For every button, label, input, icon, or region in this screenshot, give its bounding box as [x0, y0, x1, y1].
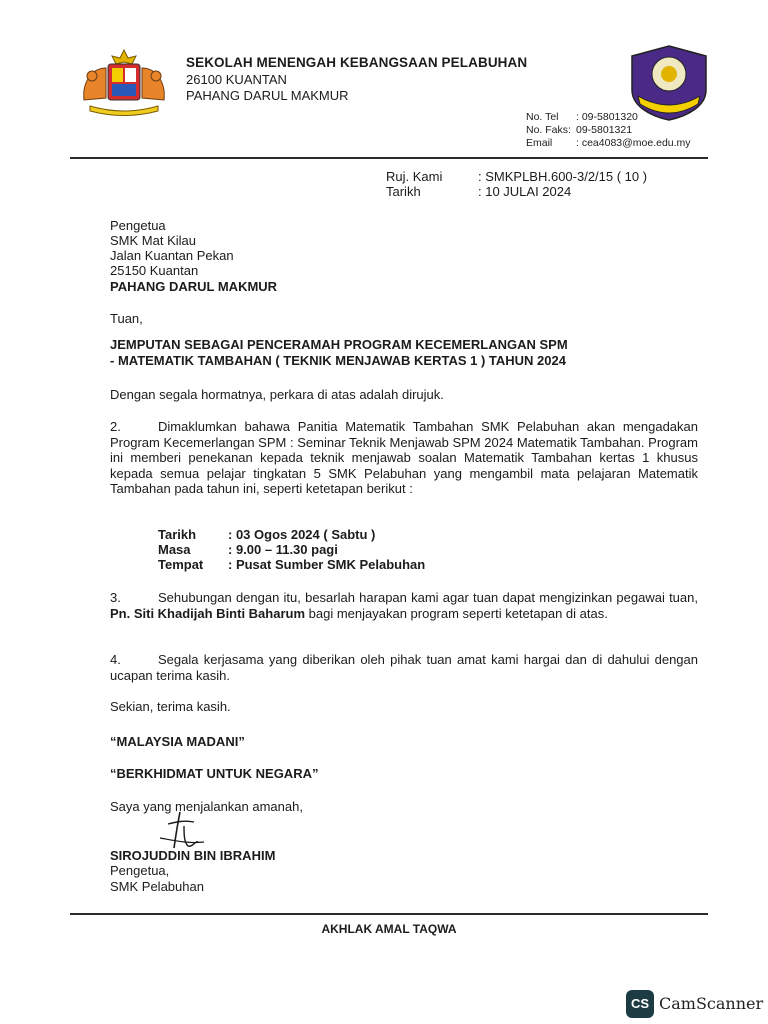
school-postcode-city: 26100 KUANTAN [186, 72, 287, 87]
paragraph-4 [110, 652, 698, 683]
invited-speaker-name: Pn. Siti Khadijah Binti Baharum [110, 605, 306, 621]
email-value: : cea4083@moe.edu.my [576, 137, 691, 149]
opening-sentence: Dengan segala hormatnya, perkara di atas adalah dirujuk. [110, 387, 444, 402]
event-venue [158, 557, 425, 572]
coat-of-arms-logo [76, 46, 172, 118]
reference-date [386, 184, 571, 199]
camscanner-logo-icon: CS [626, 990, 654, 1018]
event-date-label: Tarikh [158, 527, 197, 542]
contact-fax [526, 124, 632, 136]
tarikh-value: : 10 JULAI 2024 [478, 184, 572, 199]
event-date-value: : 03 Ogos 2024 ( Sabtu ) [228, 527, 376, 542]
event-venue-value: : Pusat Sumber SMK Pelabuhan [228, 557, 426, 572]
subject-line-1: JEMPUTAN SEBAGAI PENCERAMAH PROGRAM KECEMERLANGAN SPM [110, 337, 568, 352]
reference-number [386, 169, 647, 184]
recipient-line-3: Jalan Kuantan Pekan [110, 248, 234, 263]
school-name: SEKOLAH MENENGAH KEBANGSAAN PELABUHAN [186, 55, 528, 70]
recipient-line-2: SMK Mat Kilau [110, 233, 196, 248]
recipient-line-1: Pengetua [110, 218, 166, 233]
tarikh-label: Tarikh [386, 184, 421, 199]
ruj-value: : SMKPLBH.600-3/2/15 ( 10 ) [478, 169, 648, 184]
school-state: PAHANG DARUL MAKMUR [186, 88, 349, 103]
slogan-berkhidmat: “BERKHIDMAT UNTUK NEGARA” [110, 766, 319, 781]
paragraph-2 [110, 419, 698, 497]
header-divider [70, 157, 708, 159]
sign-off-line: Saya yang menjalankan amanah, [110, 799, 303, 814]
camscanner-watermark: CamScanner [659, 994, 764, 1013]
tel-label: No. Tel [526, 111, 559, 123]
subject-line-2: - MATEMATIK TAMBAHAN ( TEKNIK MENJAWAB KERTAS 1 ) TAHUN 2024 [110, 353, 566, 368]
paragraph-3-text-after: bagi menjayakan program seperti ketetapan di atas. [305, 605, 608, 621]
signatory-school: SMK Pelabuhan [110, 879, 204, 894]
salutation: Tuan, [110, 311, 143, 326]
paragraph-3-text-before: Sehubungan dengan itu, besarlah harapan kami agar tuan dapat mengizinkan pegawai tuan, [158, 590, 698, 605]
footer-motto: AKHLAK AMAL TAQWA [321, 922, 457, 936]
paragraph-2-text: Dimaklumkan bahawa Panitia Matematik Tambahan SMK Pelabuhan akan mengadakan Program Kecemerlangan SPM : Seminar Teknik Menjawab SPM 2024 Matematik Tambahan. Program ini memberi penekanan kepada teknik menjawab soalan Matematik Tambahan kertas 1 khusus kepada semua pelajar tingkatan 5 SMK Pelabuhan yang mengambil mata pelajaran Matematik Tambahan pada tahun ini, seperti ketetapan berikut : [110, 419, 698, 496]
paragraph-4-text: Segala kerjasama yang diberikan oleh pihak tuan amat kami hargai dan di dahului dengan ucapan terima kasih. [110, 652, 698, 683]
slogan-malaysia-madani: “MALAYSIA MADANI” [110, 734, 245, 749]
ruj-label: Ruj. Kami [386, 169, 443, 184]
paragraph-2-number: 2. [110, 419, 121, 434]
tel-value: : 09-5801320 [576, 111, 638, 123]
event-time [158, 542, 338, 557]
school-badge-logo [628, 44, 710, 122]
paragraph-3 [110, 590, 698, 621]
paragraph-4-number: 4. [110, 652, 121, 667]
event-venue-label: Tempat [158, 557, 204, 572]
event-time-value: : 9.00 – 11.30 pagi [228, 542, 338, 557]
fax-label: No. Faks: [526, 124, 571, 136]
fax-value: 09-5801321 [576, 124, 633, 136]
signatory-title: Pengetua, [110, 863, 170, 878]
footer-divider [70, 913, 708, 915]
signatory-name: SIROJUDDIN BIN IBRAHIM [110, 848, 276, 863]
paragraph-3-number: 3. [110, 590, 121, 605]
contact-email [526, 137, 691, 149]
recipient-line-5: PAHANG DARUL MAKMUR [110, 279, 278, 294]
closing-line: Sekian, terima kasih. [110, 699, 231, 714]
contact-tel [526, 111, 638, 123]
event-date [158, 527, 375, 542]
recipient-line-4: 25150 Kuantan [110, 263, 199, 278]
event-time-label: Masa [158, 542, 191, 557]
email-label: Email [526, 137, 553, 149]
